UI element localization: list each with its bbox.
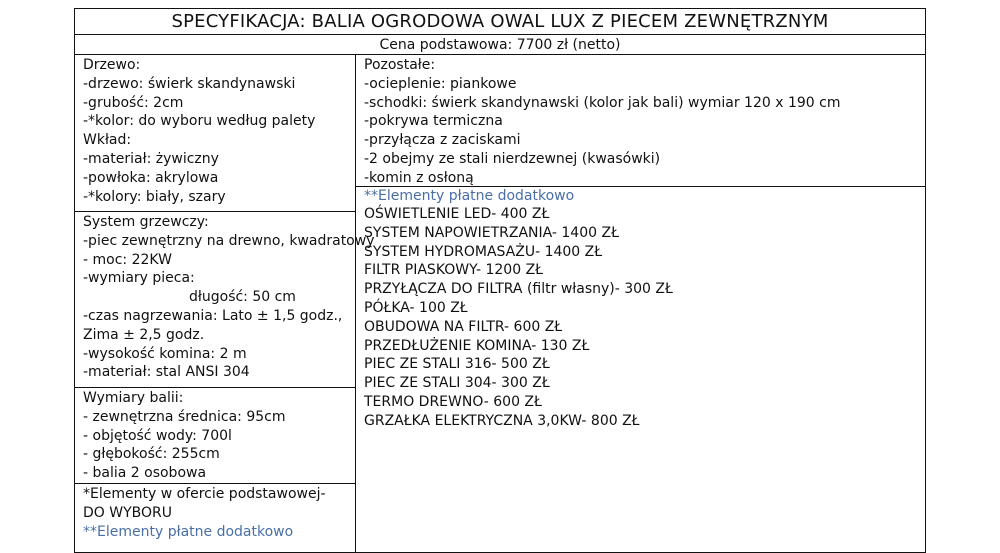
base-price: Cena podstawowa: 7700 zł (netto): [74, 34, 926, 55]
extra-item: SYSTEM NAPOWIETRZANIA- 1400 ZŁ: [364, 224, 619, 241]
other-line: -ocieplenie: piankowe: [364, 75, 517, 92]
heating-line: System grzewczy:: [83, 214, 209, 230]
extra-item: PÓŁKA- 100 ZŁ: [364, 299, 468, 316]
heating-line: -czas nagrzewania: Lato ± 1,5 godz., Zima ± 2,5 godz.: [83, 307, 343, 343]
heating-line: długość: 50 cm: [189, 289, 296, 306]
heating-line: -materiał: stal ANSI 304: [83, 364, 250, 381]
dimensions-line: - głębokość: 255cm: [83, 446, 220, 463]
document-title: SPECYFIKACJA: BALIA OGRODOWA OWAL LUX Z PIECEM ZEWNĘTRZNYM: [74, 8, 926, 35]
dimensions-line: - zewnętrzna średnica: 95cm: [83, 408, 286, 425]
basic-offer-note: *Elementy w ofercie podstawowej- DO WYBORU: [83, 486, 326, 521]
paid-extras-note: **Elementy płatne dodatkowo: [83, 523, 294, 540]
other-line: -schodki: świerk skandynawski (kolor jak bali) wymiar 120 x 190 cm: [364, 94, 841, 111]
dimensions-line: Wymiary balii:: [83, 390, 184, 406]
extras-section: [355, 186, 926, 553]
dimensions-section: [74, 387, 356, 484]
other-line: -2 obejmy ze stali nierdzewnej (kwasówki): [364, 150, 661, 167]
extra-item: PIEC ZE STALI 316- 500 ZŁ: [364, 356, 550, 373]
other-line: -komin z osłoną: [364, 169, 474, 186]
wood-line: Wkład:: [83, 132, 132, 149]
heating-line: - moc: 22KW: [83, 251, 172, 268]
extra-item: PRZEDŁUŻENIE KOMINA- 130 ZŁ: [364, 337, 590, 354]
wood-line: -materiał: żywiczny: [83, 150, 219, 167]
extra-item: OŚWIETLENIE LED- 400 ZŁ: [364, 206, 550, 222]
heating-section: [74, 211, 375, 388]
wood-line: -*kolory: biały, szary: [83, 188, 226, 205]
other-line: -przyłącza z zaciskami: [364, 132, 521, 149]
heating-line: -wymiary pieca:: [83, 270, 195, 287]
wood-line: -powłoka: akrylowa: [83, 169, 219, 186]
wood-section: [74, 54, 356, 212]
other-line: Pozostałe:: [364, 57, 436, 73]
other-line: -pokrywa termiczna: [364, 113, 503, 130]
notes-section: [74, 483, 356, 553]
dimensions-line: - balia 2 osobowa: [83, 465, 207, 482]
heating-line: -piec zewnętrzny na drewno, kwadratowy: [83, 232, 375, 249]
heating-line: -wysokość komina: 2 m: [83, 345, 247, 362]
extra-item: TERMO DREWNO- 600 ZŁ: [364, 393, 542, 410]
extra-item: GRZAŁKA ELEKTRYCZNA 3,0KW- 800 ZŁ: [364, 412, 640, 429]
specification-table: [74, 8, 926, 548]
wood-line: Drzewo:: [83, 57, 141, 73]
wood-line: -*kolor: do wyboru według palety: [83, 113, 316, 130]
wood-line: -drzewo: świerk skandynawski: [83, 75, 296, 92]
extra-item: OBUDOWA NA FILTR- 600 ZŁ: [364, 318, 563, 335]
extras-header: **Elementy płatne dodatkowo: [364, 188, 575, 204]
extra-item: FILTR PIASKOWY- 1200 ZŁ: [364, 262, 544, 279]
wood-line: -grubość: 2cm: [83, 94, 184, 111]
extra-item: SYSTEM HYDROMASAŻU- 1400 ZŁ: [364, 243, 603, 260]
other-section: [355, 54, 926, 187]
extra-item: PIEC ZE STALI 304- 300 ZŁ: [364, 375, 550, 392]
dimensions-line: - objętość wody: 700l: [83, 427, 232, 444]
extra-item: PRZYŁĄCZA DO FILTRA (filtr własny)- 300 ZŁ: [364, 281, 673, 298]
